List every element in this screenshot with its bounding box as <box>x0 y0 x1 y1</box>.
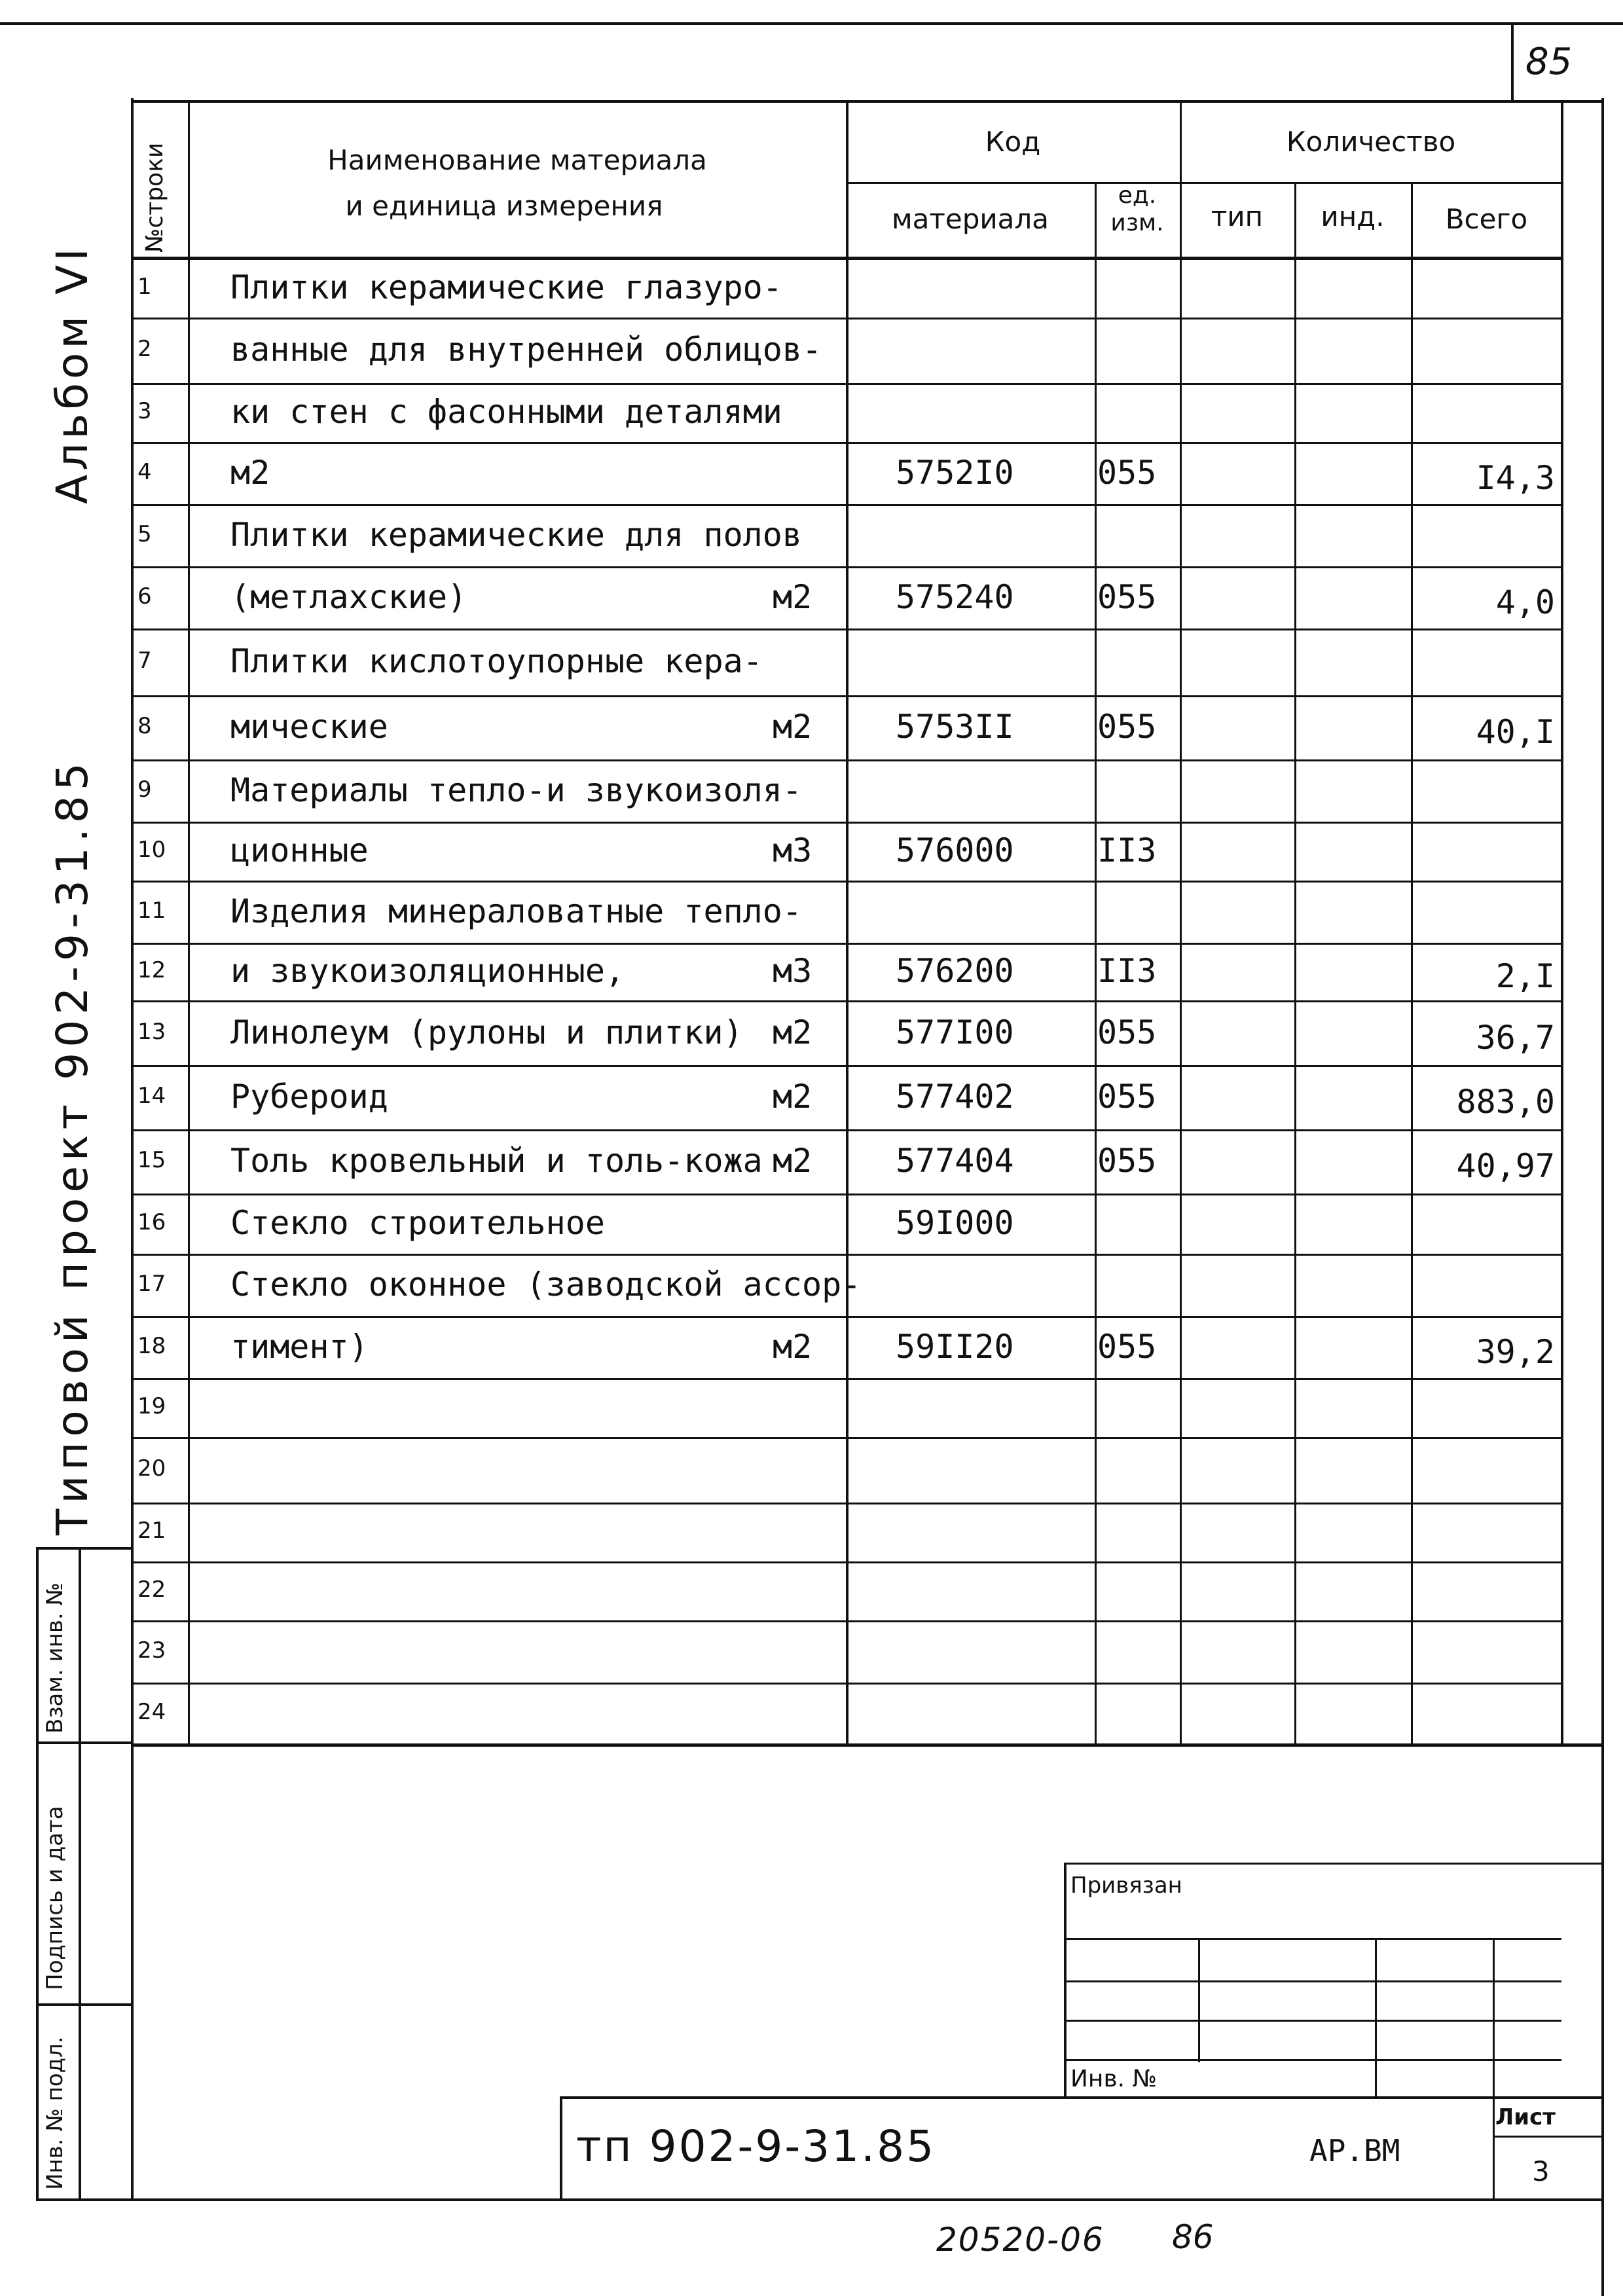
row-name: м2 <box>230 453 270 492</box>
header-name-1: Наименование материала <box>327 144 707 176</box>
row-number: 24 <box>137 1698 166 1725</box>
row-number: 23 <box>137 1637 166 1664</box>
row-code: 576200 <box>896 952 1014 990</box>
header-qty-ind: инд. <box>1321 200 1385 232</box>
row-name: Изделия минераловатные тепло- <box>230 892 802 930</box>
row-unit-code: 055 <box>1097 1327 1157 1366</box>
stamp-vzam: Взам. инв. № <box>42 1582 68 1734</box>
project-label: Типовой проект 902-9-31.85 <box>47 757 98 1535</box>
header-qty-type: тип <box>1211 200 1264 232</box>
row-number: 4 <box>137 458 152 485</box>
row-name: Стекло строительное <box>230 1204 605 1242</box>
row-code: 575240 <box>896 577 1014 616</box>
header-code-unit-1: ед. <box>1118 182 1157 209</box>
row-unit: м3 <box>773 831 812 869</box>
row-number: 20 <box>137 1455 166 1482</box>
row-unit: м2 <box>773 577 812 616</box>
row-number: 5 <box>137 520 152 547</box>
row-number: 19 <box>137 1393 166 1419</box>
row-total: 2,I <box>1495 957 1555 995</box>
row-total: 36,7 <box>1476 1018 1555 1057</box>
row-number: 22 <box>137 1576 166 1603</box>
stamp-list-number: 3 <box>1532 2155 1550 2187</box>
row-code: 5752I0 <box>896 453 1014 492</box>
row-code: 577404 <box>896 1142 1014 1180</box>
row-number: 15 <box>137 1147 166 1173</box>
header-row-no: №строки <box>141 142 168 253</box>
row-code: 59I000 <box>896 1204 1014 1242</box>
row-code: 577I00 <box>896 1013 1014 1051</box>
row-number: 12 <box>137 957 166 983</box>
row-name: Толь кровельный и толь-кожа <box>230 1142 763 1180</box>
row-total: 39,2 <box>1476 1332 1555 1371</box>
row-name: тимент) <box>230 1327 369 1366</box>
row-total: 883,0 <box>1456 1083 1555 1121</box>
row-total: 4,0 <box>1495 583 1555 621</box>
stamp-list-label: Лист <box>1495 2104 1556 2130</box>
header-name-2: и единица измерения <box>345 190 663 222</box>
row-code: 5753II <box>896 708 1014 746</box>
album-label: Альбом VI <box>47 244 98 504</box>
row-name: ки стен с фасонными деталями <box>230 393 782 431</box>
row-unit: м2 <box>773 1327 812 1366</box>
footer-page: 86 <box>1172 2218 1214 2256</box>
stamp-inv-no: Инв. № <box>1070 2066 1158 2092</box>
row-number: 18 <box>137 1332 166 1359</box>
footer-code: 20520-06 <box>936 2221 1104 2259</box>
row-unit: м2 <box>773 1142 812 1180</box>
row-name: Стекло оконное (заводской ассор- <box>230 1265 862 1303</box>
frame-right <box>1601 98 1604 2296</box>
row-unit-code: 055 <box>1097 1142 1157 1180</box>
row-number: 8 <box>137 713 152 739</box>
row-code: 577402 <box>896 1078 1014 1116</box>
stamp-podpis: Подпись и дата <box>42 1806 68 1990</box>
row-number: 9 <box>137 776 152 803</box>
frame-left <box>131 98 134 2200</box>
header-code-unit-2: изм. <box>1110 210 1164 236</box>
row-unit: м3 <box>773 952 812 990</box>
row-total: I4,3 <box>1476 458 1555 497</box>
row-unit-code: II3 <box>1097 831 1157 869</box>
row-unit-code: 055 <box>1097 1078 1157 1116</box>
row-unit-code: 055 <box>1097 1013 1157 1051</box>
row-unit-code: 055 <box>1097 708 1157 746</box>
row-number: 2 <box>137 336 152 362</box>
row-number: 14 <box>137 1083 166 1109</box>
row-name: ванные для внутренней облицов- <box>230 331 822 369</box>
row-code: 59II20 <box>896 1327 1014 1366</box>
row-unit: м2 <box>773 708 812 746</box>
row-number: 3 <box>137 398 152 424</box>
row-number: 7 <box>137 647 152 674</box>
row-unit-code: II3 <box>1097 952 1157 990</box>
row-total: 40,I <box>1476 713 1555 751</box>
row-number: 11 <box>137 897 166 924</box>
row-unit: м2 <box>773 1013 812 1051</box>
row-number: 13 <box>137 1018 166 1045</box>
row-total: 40,97 <box>1456 1147 1555 1185</box>
row-name: и звукоизоляционные, <box>230 952 625 990</box>
row-number: 21 <box>137 1518 166 1544</box>
row-name: мические <box>230 708 388 746</box>
row-number: 1 <box>137 274 152 300</box>
row-number: 6 <box>137 583 152 610</box>
row-number: 10 <box>137 837 166 863</box>
stamp-inv: Инв. № подл. <box>42 2036 68 2190</box>
row-name: ционные <box>230 831 369 869</box>
stamp-privyazan: Привязан <box>1070 1872 1182 1899</box>
header-code-material: материала <box>891 203 1049 235</box>
header-code: Код <box>985 126 1041 158</box>
row-unit-code: 055 <box>1097 577 1157 616</box>
stamp-sheet-code: АР.ВМ <box>1309 2133 1400 2168</box>
header-quantity: Количество <box>1286 126 1456 158</box>
frame-bottom <box>36 2198 1604 2201</box>
frame-top <box>0 22 1623 25</box>
row-number: 16 <box>137 1209 166 1235</box>
row-name: (метлахские) <box>230 577 467 616</box>
row-name: Рубероид <box>230 1078 388 1116</box>
row-name: Материалы тепло-и звукоизоля- <box>230 771 802 809</box>
row-name: Плитки керамические для полов <box>230 515 802 554</box>
row-code: 576000 <box>896 831 1014 869</box>
row-unit-code: 055 <box>1097 453 1157 492</box>
row-unit: м2 <box>773 1078 812 1116</box>
row-name: Плитки кислотоупорные кера- <box>230 642 763 680</box>
page-number: 85 <box>1525 41 1573 83</box>
stamp-doc-code: тп 902-9-31.85 <box>576 2121 936 2172</box>
row-name: Плитки керамические глазуро- <box>230 268 782 306</box>
header-qty-total: Всего <box>1445 203 1528 235</box>
row-number: 17 <box>137 1270 166 1297</box>
row-name: Линолеум (рулоны и плитки) <box>230 1013 743 1051</box>
